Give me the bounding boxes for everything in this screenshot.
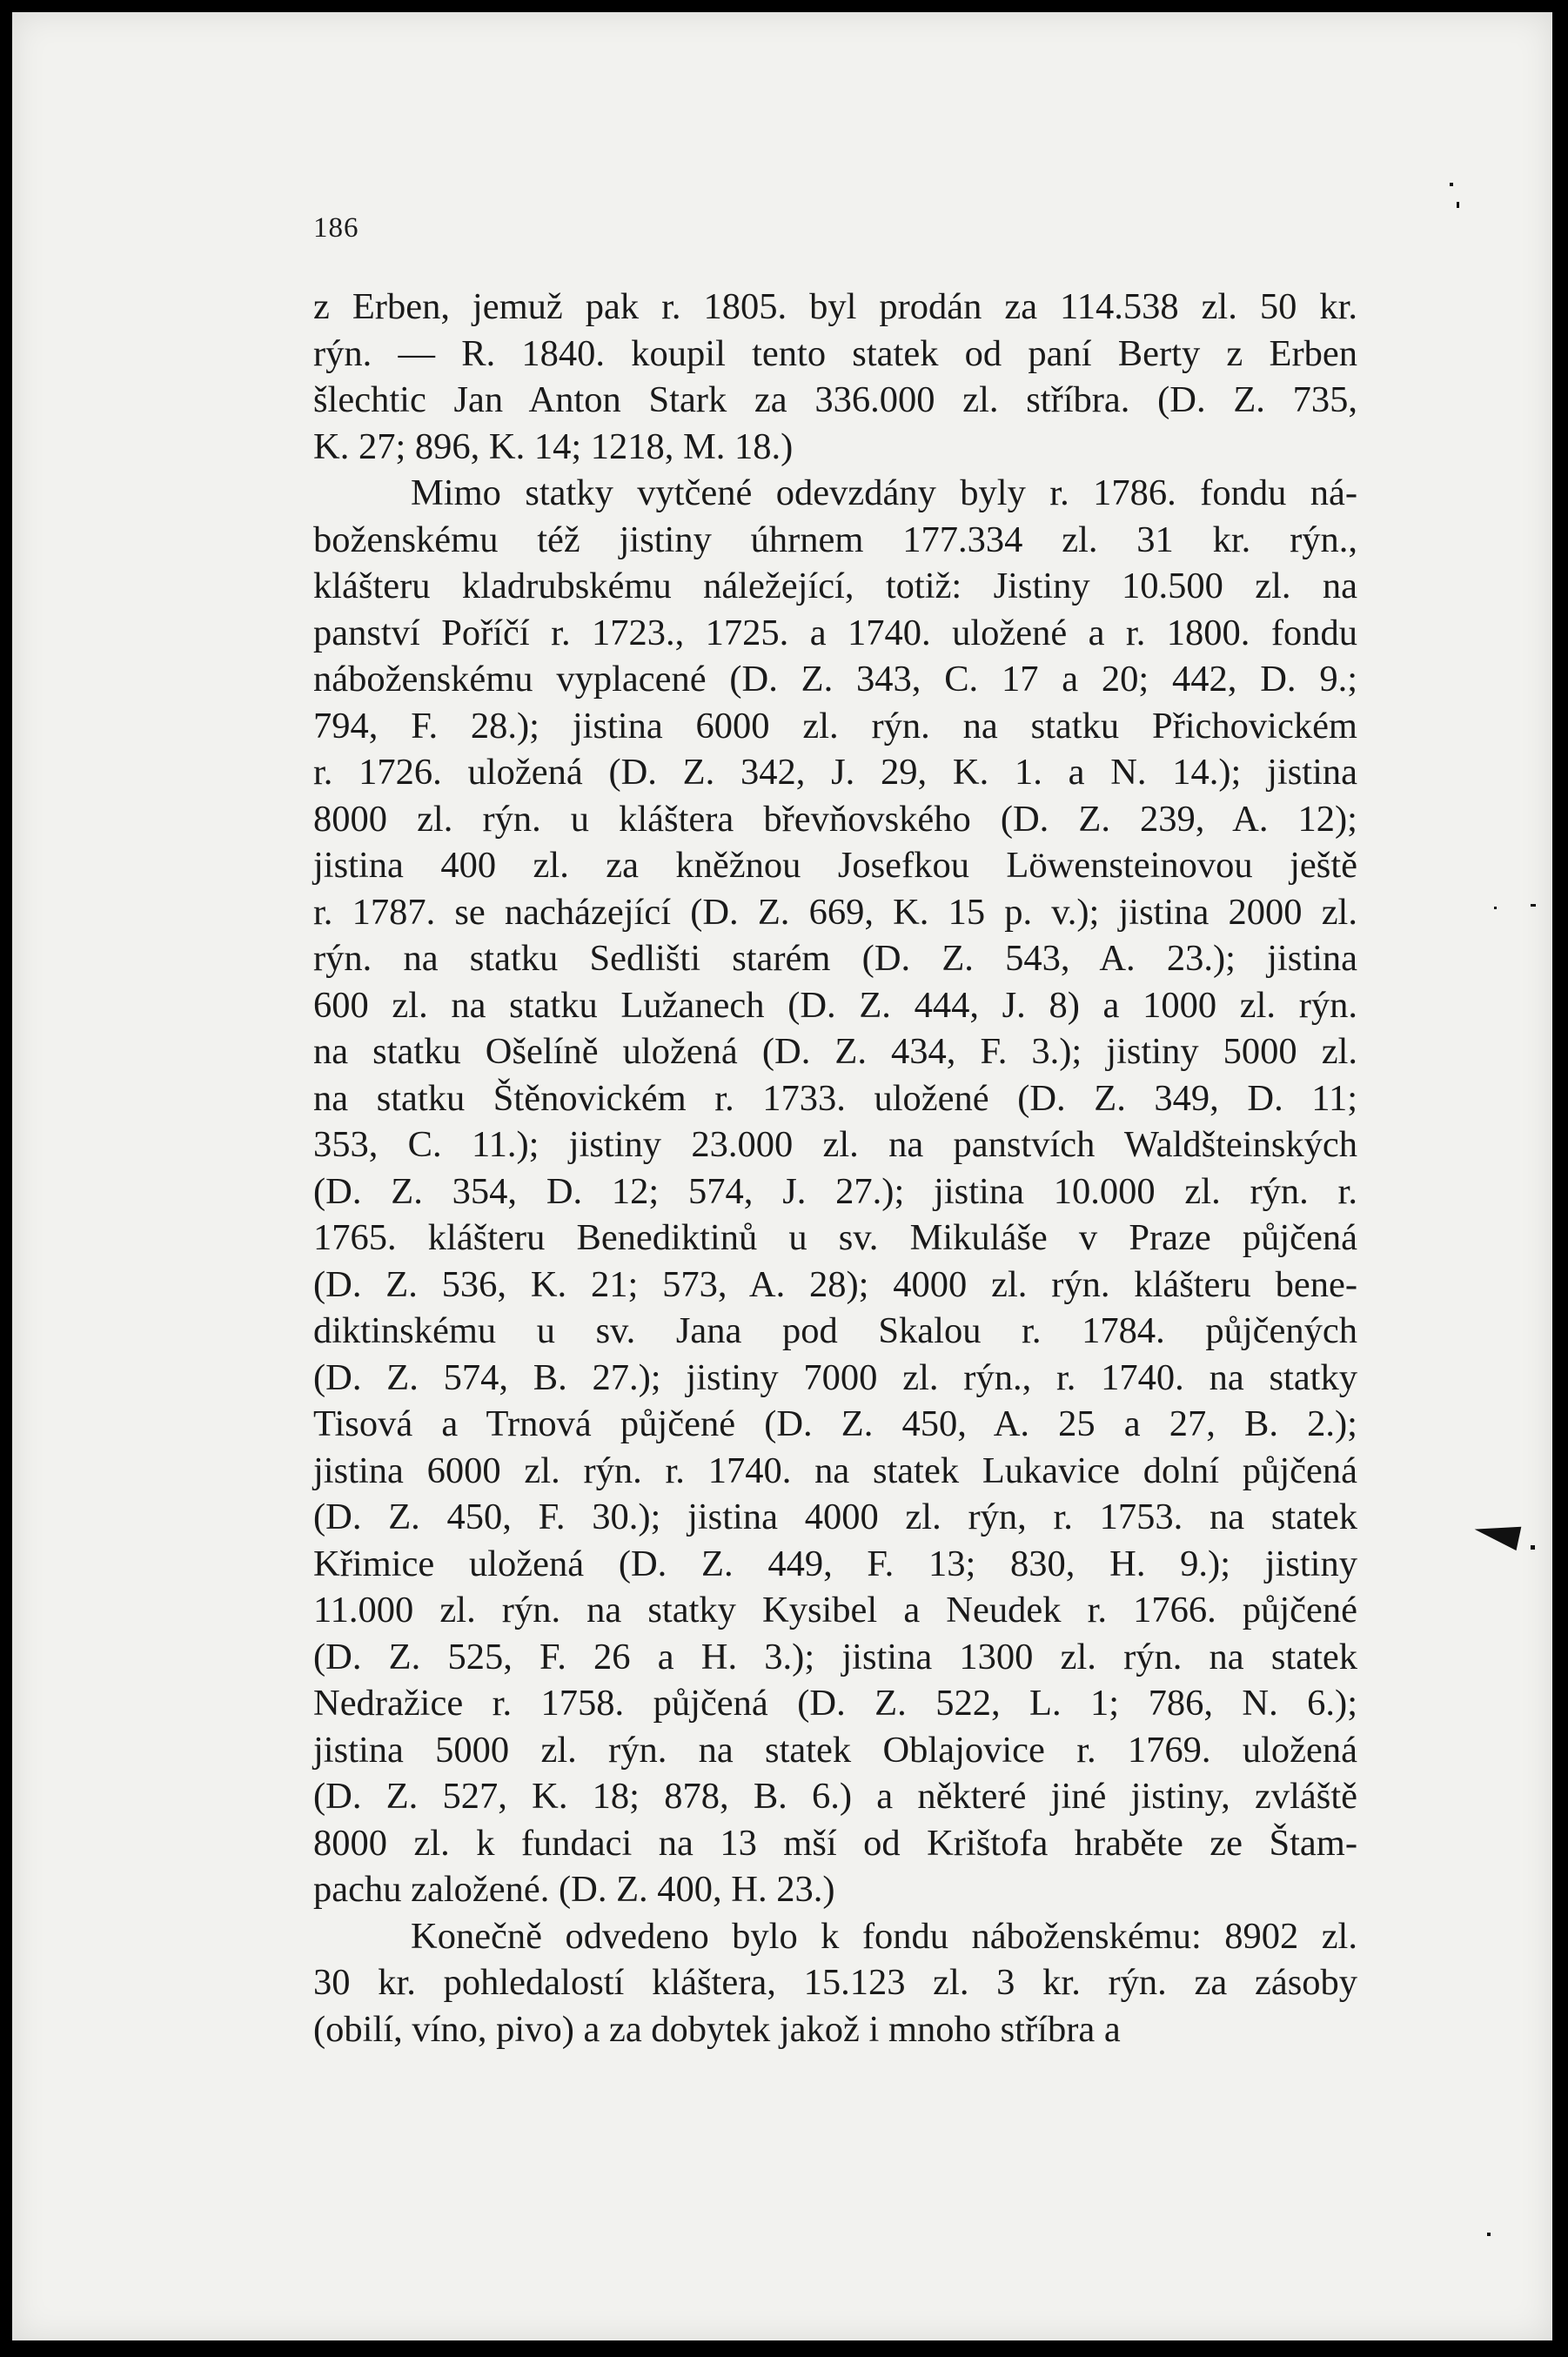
body-text [313,284,1357,2052]
text-line: jistina 5000 zl. rýn. na statek Oblajovice r. 1769. uložená [313,1729,1357,1771]
text-line: (D. Z. 536, K. 21; 573, A. 28); 4000 zl. rýn. klášteru bene- [313,1263,1357,1305]
text-line: na statku Štěnovickém r. 1733. uložené (D. Z. 349, D. 11; [313,1077,1357,1119]
text-line: klášteru kladrubskému náležející, totiž: Jistiny 10.500 zl. na [313,566,1357,606]
text-line: panství Poříčí r. 1723., 1725. a 1740. uložené a r. 1800. fondu [313,612,1357,653]
margin-speck [1494,907,1497,909]
text-line: 1765. klášteru Benediktinů u sv. Mikuláše v Praze půjčená [313,1217,1357,1258]
scanned-page [12,12,1552,2340]
text-line: na statku Ošelíně uložená (D. Z. 434, F. 3.); jistiny 5000 zl. [313,1031,1357,1072]
paragraph [313,284,1357,470]
text-line: (D. Z. 527, K. 18; 878, B. 6.) a některé jiné jistiny, zvláště [313,1776,1357,1817]
text-line: jistina 400 zl. za kněžnou Josefkou Löwensteinovou ještě [313,845,1357,886]
text-line: r. 1787. se nacházející (D. Z. 669, K. 15 p. v.); jistina 2000 zl. [313,891,1357,933]
text-line: (D. Z. 450, F. 30.); jistina 4000 zl. rýn, r. 1753. na statek [313,1497,1357,1537]
text-line: jistina 6000 zl. rýn. r. 1740. na statek Lukavice dolní půjčená [313,1450,1357,1491]
text-line: boženskému též jistiny úhrnem 177.334 zl. 31 kr. rýn., [313,519,1357,560]
text-line: 353, C. 11.); jistiny 23.000 zl. na panstvích Waldšteinských [313,1124,1357,1165]
margin-speck [1457,202,1459,208]
margin-speck [1450,183,1453,186]
text-line: (D. Z. 574, B. 27.); jistiny 7000 zl. rýn., r. 1740. na statky [313,1356,1357,1398]
text-line: 8000 zl. rýn. u kláštera břevňovského (D. Z. 239, A. 12); [313,798,1357,840]
text-line: Konečně odvedeno bylo k fondu náboženskému: 8902 zl. [411,1915,1357,1957]
margin-arrow-mark [1472,1517,1522,1550]
text-line: K. 27; 896, K. 14; 1218, M. 18.) [313,425,794,467]
margin-speck [1531,1545,1535,1550]
text-line: z Erben, jemuž pak r. 1805. byl prodán za 114.538 zl. 50 kr. [313,286,1357,327]
paragraph [313,1913,1357,2053]
text-line: Nedražice r. 1758. půjčená (D. Z. 522, L. 1; 786, N. 6.); [313,1683,1357,1724]
text-line: 600 zl. na statku Lužanech (D. Z. 444, J. 8) a 1000 zl. rýn. [313,984,1357,1026]
paragraph [313,470,1357,1913]
text-line: rýn. na statku Sedlišti starém (D. Z. 543, A. 23.); jistina [313,938,1357,979]
text-line: r. 1726. uložená (D. Z. 342, J. 29, K. 1. a N. 14.); jistina [313,752,1357,793]
text-line: 30 kr. pohledalostí kláštera, 15.123 zl. 3 kr. rýn. za zásoby [313,1962,1357,2003]
text-line: diktinskému u sv. Jana pod Skalou r. 1784. půjčených [313,1310,1357,1351]
text-line: Křimice uložená (D. Z. 449, F. 13; 830, H. 9.); jistiny [313,1543,1357,1584]
margin-speck [1487,2233,1491,2236]
text-line: (obilí, víno, pivo) a za dobytek jakož i mnoho stříbra a [313,2008,1121,2050]
text-line: náboženskému vyplacené (D. Z. 343, C. 17 a 20; 442, D. 9.; [313,659,1357,700]
text-line: rýn. — R. 1840. koupil tento statek od paní Berty z Erben [313,332,1357,374]
margin-speck [1531,904,1536,907]
text-line: 8000 zl. k fundaci na 13 mší od Krištofa hraběte ze Štam- [313,1822,1357,1864]
text-line: Mimo statky vytčené odevzdány byly r. 1786. fondu ná- [411,472,1357,513]
text-line: šlechtic Jan Anton Stark za 336.000 zl. stříbra. (D. Z. 735, [313,379,1357,420]
text-line: (D. Z. 525, F. 26 a H. 3.); jistina 1300 zl. rýn. na statek [313,1636,1357,1677]
text-line: (D. Z. 354, D. 12; 574, J. 27.); jistina 10.000 zl. rýn. r. [313,1170,1357,1212]
text-line: 794, F. 28.); jistina 6000 zl. rýn. na statku Přichovickém [313,705,1357,747]
text-line: 11.000 zl. rýn. na statky Kysibel a Neudek r. 1766. půjčené [313,1590,1357,1630]
text-line: Tisová a Trnová půjčené (D. Z. 450, A. 25 a 27, B. 2.); [313,1403,1357,1444]
page-number: 186 [313,212,359,244]
text-line: pachu založené. (D. Z. 400, H. 23.) [313,1869,835,1910]
